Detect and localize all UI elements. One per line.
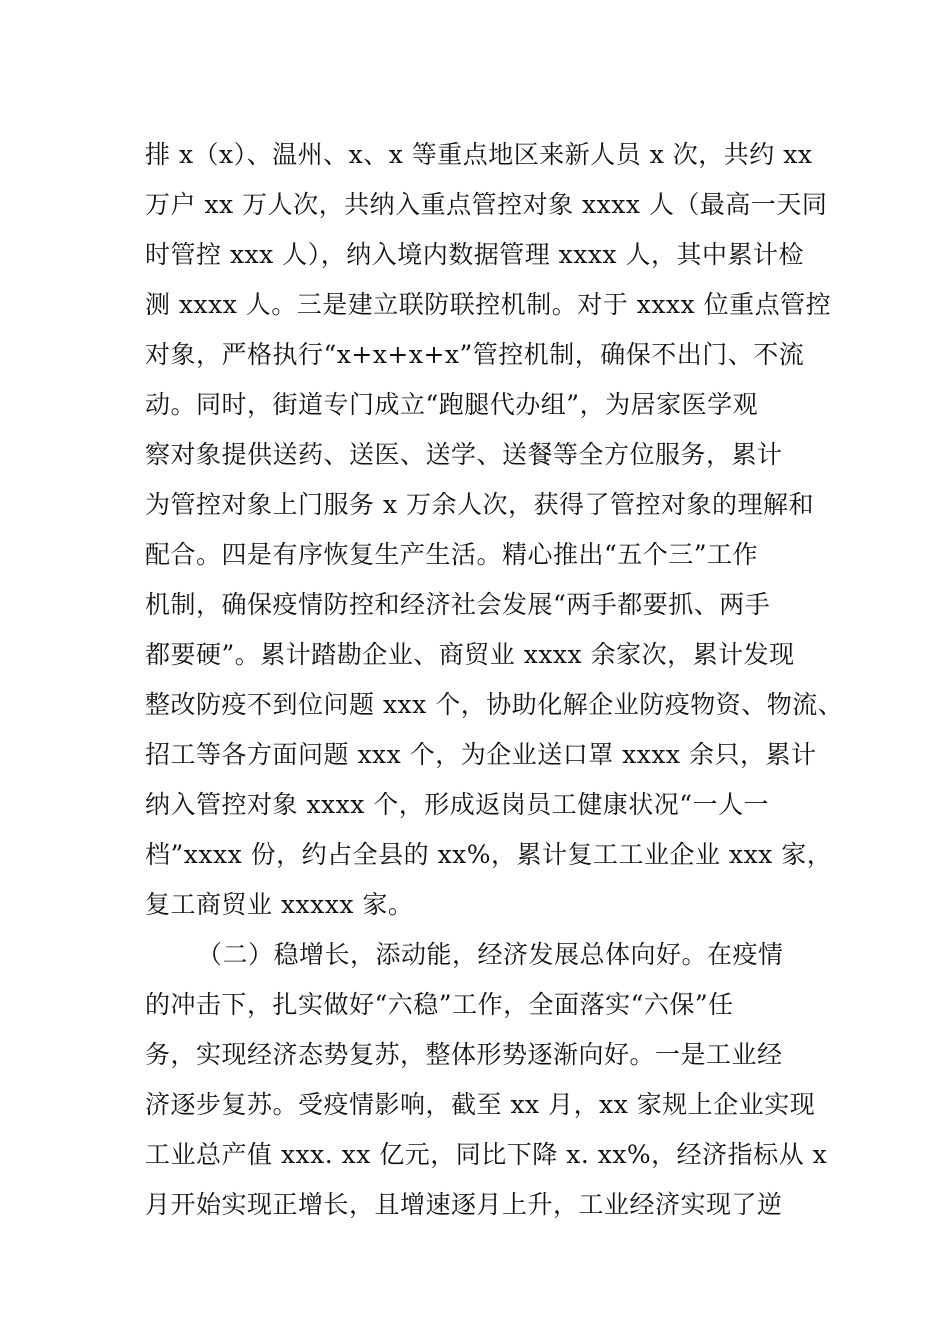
- text-line: 配合。四是有序恢复生产生活。精心推出“五个三”工作: [145, 540, 759, 569]
- text-line: 复工商贸业 xxxxx 家。: [145, 890, 414, 919]
- text-line: 档”xxxx 份，约占全县的 xx%，累计复工工业企业 xxx 家，: [145, 840, 833, 869]
- text-line: 排 x（x）、温州、x、x 等重点地区来新人员 x 次，共约 xx: [145, 140, 813, 169]
- text-line: 务，实现经济态势复苏，整体形势逐渐向好。一是工业经: [145, 1040, 783, 1069]
- text-line: 察对象提供送药、送医、送学、送餐等全方位服务，累计: [145, 440, 783, 469]
- text-line: 招工等各方面问题 xxx 个，为企业送口罩 xxxx 余只，累计: [145, 740, 817, 769]
- text-line: 的冲击下，扎实做好“六稳”工作，全面落实“六保”任: [145, 990, 734, 1019]
- text-line: 工业总产值 xxx. xx 亿元，同比下降 x. xx%，经济指标从 x: [145, 1140, 828, 1169]
- text-line: 机制，确保疫情防控和经济社会发展“两手都要抓、两手: [145, 590, 771, 619]
- text-line: 都要硬”。累计踏勘企业、商贸业 xxxx 余家次，累计发现: [145, 640, 795, 669]
- text-line: 动。同时，街道专门成立“跑腿代办组”，为居家医学观: [145, 390, 759, 419]
- text-line: 万户 xx 万人次，共纳入重点管控对象 xxxx 人（最高一天同: [145, 190, 828, 219]
- text-line: 时管控 xxx 人），纳入境内数据管理 xxxx 人，其中累计检: [145, 240, 804, 269]
- text-line: 测 xxxx 人。三是建立联防联控机制。对于 xxxx 位重点管控: [145, 290, 832, 319]
- text-line: 为管控对象上门服务 x 万余人次，获得了管控对象的理解和: [145, 490, 814, 519]
- text-line: 纳入管控对象 xxxx 个，形成返岗员工健康状况“一人一: [145, 790, 770, 819]
- section-heading-line: （二）稳增长，添动能，经济发展总体向好。在疫情: [197, 940, 784, 969]
- text-line: 月开始实现正增长，且增速逐月上升，工业经济实现了逆: [145, 1190, 783, 1219]
- body-text: [145, 130, 845, 1230]
- text-line: 对象，严格执行“x+x+x+x”管控机制，确保不出门、不流: [145, 340, 805, 369]
- text-line: 整改防疫不到位问题 xxx 个，协助化解企业防疫物资、物流、: [145, 690, 844, 719]
- text-line: 济逐步复苏。受疫情影响，截至 xx 月，xx 家规上企业实现: [145, 1090, 816, 1119]
